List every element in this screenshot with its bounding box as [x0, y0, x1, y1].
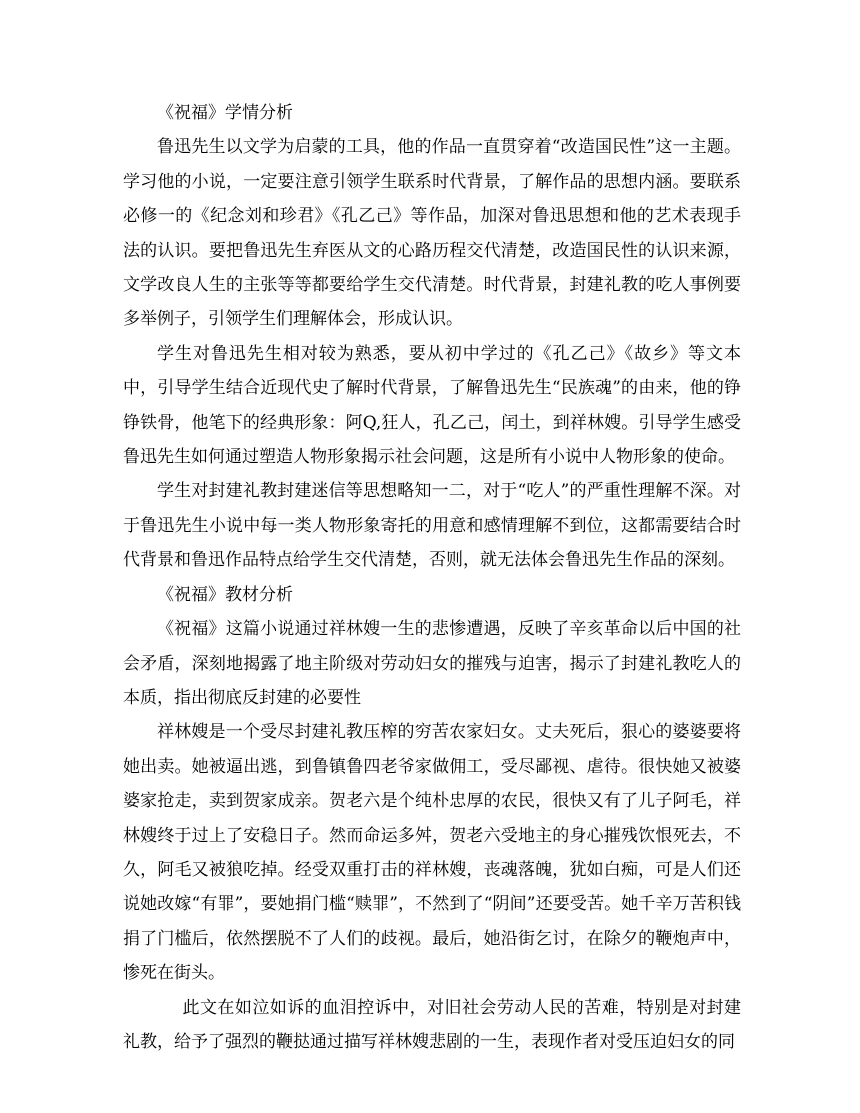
- document-body: [123, 96, 741, 1059]
- body-paragraph: 学生对封建礼教封建迷信等思想略知一二，对于“吃人”的严重性理解不深。对于鲁迅先生小说中每一类人物形象寄托的用意和感情理解不到位，这都需要结合时代背景和鲁迅作品特点给学生交代清楚，否则，就无法体会鲁迅先生作品的深刻。: [123, 481, 741, 571]
- section-heading-xueqing: 《祝福》学情分析: [157, 103, 293, 123]
- body-paragraph: 祥林嫂是一个受尽封建礼教压榨的穷苦农家妇女。丈夫死后，狠心的婆婆要将她出卖。她被逼出逃，到鲁镇鲁四老爷家做佣工，受尽鄙视、虐待。很快她又被婆婆家抢走，卖到贺家成亲。贺老六是个纯朴忠厚的农民，很快又有了儿子阿毛，祥林嫂终于过上了安稳日子。然而命运多舛，贺老六受地主的身心摧残饮恨死去，不久，阿毛又被狼吃掉。经受双重打击的祥林嫂，丧魂落魄，犹如白痴，可是人们还说她改嫁“有罪”，要她捐门槛“赎罪”，不然到了“阴间”还要受苦。她千辛万苦积钱捐了门槛后，依然摆脱不了人们的歧视。最后，她沿街乞讨，在除夕的鞭炮声中，惨死在街头。: [123, 722, 741, 984]
- body-paragraph: 《祝福》这篇小说通过祥林嫂一生的悲惨遭遇，反映了辛亥革命以后中国的社会矛盾，深刻地揭露了地主阶级对劳动妇女的摧残与迫害，揭示了封建礼教吃人的本质，指出彻底反封建的必要性: [123, 619, 741, 708]
- body-paragraph: 学生对鲁迅先生相对较为熟悉，要从初中学过的《孔乙己》《故乡》等文本中，引导学生结合近现代史了解时代背景，了解鲁迅先生“民族魂”的由来，他的铮铮铁骨，他笔下的经典形象：阿Q,狂人，孔乙己，闰土，到祥林嫂。引导学生感受鲁迅先生如何通过塑造人物形象揭示社会问题，这是所有小说中人物形象的使命。: [123, 343, 741, 468]
- section-heading-jiaocai: 《祝福》教材分析: [157, 584, 293, 605]
- body-paragraph-closing: 此文在如泣如诉的血泪控诉中，对旧社会劳动人民的苦难，特别是对封建礼教，给予了强烈的鞭挞通过描写祥林嫂悲剧的一生，表现作者对受压迫妇女的同: [123, 997, 741, 1052]
- body-paragraph: 鲁迅先生以文学为启蒙的工具，他的作品一直贯穿着“改造国民性”这一主题。学习他的小说，一定要注意引领学生联系时代背景，了解作品的思想内涵。要联系必修一的《纪念刘和珍君》《孔乙己》等作品，加深对鲁迅思想和他的艺术表现手法的认识。要把鲁迅先生弃医从文的心路历程交代清楚，改造国民性的认识来源，文学改良人生的主张等等都要给学生交代清楚。时代背景，封建礼教的吃人事例要多举例子，引领学生们理解体会，形成认识。: [123, 137, 741, 330]
